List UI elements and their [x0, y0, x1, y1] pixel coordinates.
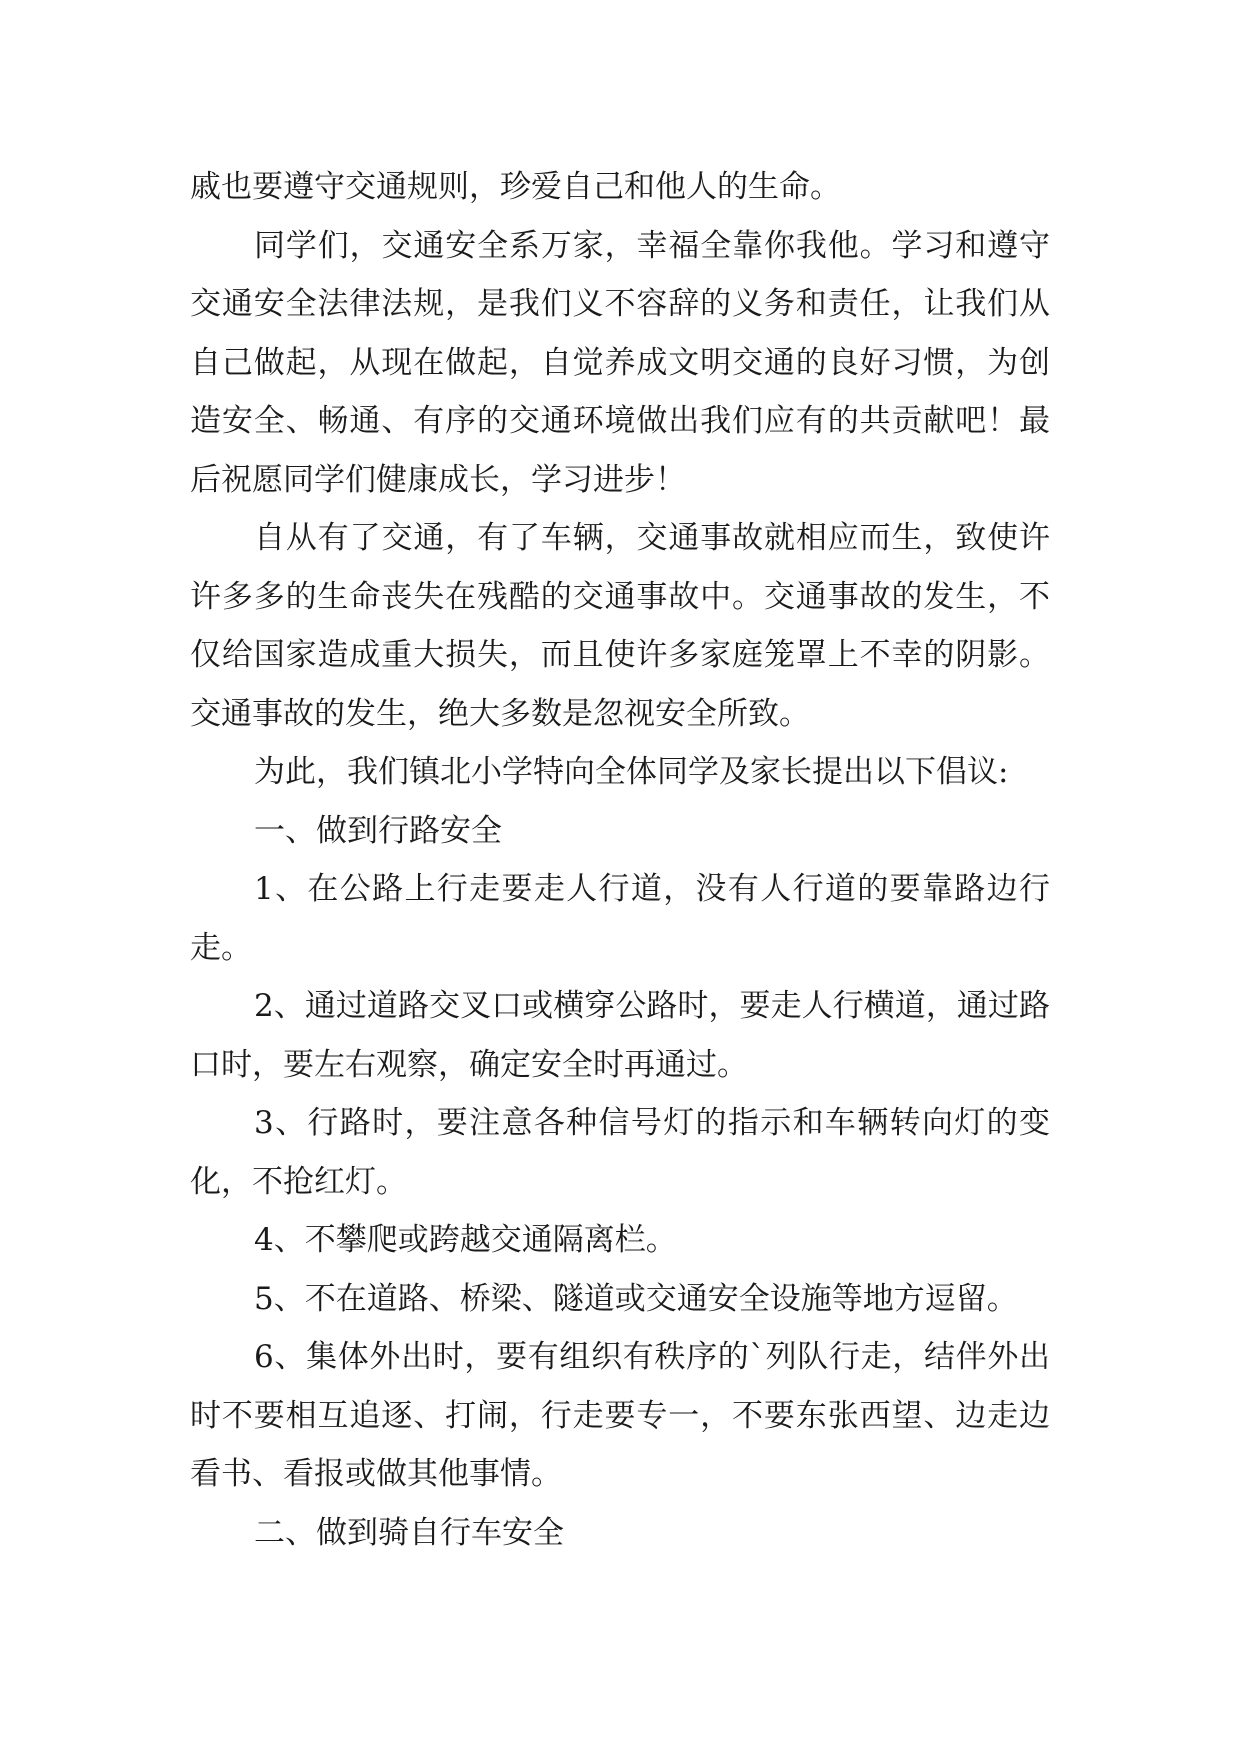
paragraph-continuation: 戚也要遵守交通规则，珍爱自己和他人的生命。: [190, 169, 841, 205]
section-heading-walking: 一、做到行路安全: [254, 812, 502, 849]
list-item-6: 6、集体外出时，要有组织有秩序的`列队行走，结伴外出时不要相互追逐、打闹，行走要专一，不要东张西望、边走边看书、看报或做其他事情。: [190, 1339, 1050, 1492]
list-item-3: 3、行路时，要注意各种信号灯的指示和车辆转向灯的变化，不抢红灯。: [190, 1105, 1050, 1200]
list-item-4: 4、不攀爬或跨越交通隔离栏。: [254, 1222, 677, 1258]
list-item-5: 5、不在道路、桥梁、隧道或交通安全设施等地方逗留。: [254, 1280, 1018, 1317]
paragraph-accidents: 自从有了交通，有了车辆，交通事故就相应而生，致使许许多多的生命丧失在残酷的交通事故中。交通事故的发生，不仅给国家造成重大损失，而且使许多家庭笼罩上不幸的阴影。交通事故的发生，绝大多数是忽视安全所致。: [190, 520, 1050, 732]
paragraph-appeal: 同学们，交通安全系万家，幸福全靠你我他。学习和遵守交通安全法律法规，是我们义不容辞的义务和责任，让我们从自己做起，从现在做起，自觉养成文明交通的良好习惯，为创造安全、畅通、有序的交通环境做出我们应有的共贡献吧！最后祝愿同学们健康成长，学习进步！: [190, 227, 1050, 498]
document-body: [190, 158, 1050, 1562]
section-heading-cycling: 二、做到骑自行车安全: [254, 1514, 564, 1551]
paragraph-proposal-intro: 为此，我们镇北小学特向全体同学及家长提出以下倡议:: [254, 754, 1009, 790]
list-item-1: 1、在公路上行走要走人行道，没有人行道的要靠路边行走。: [190, 871, 1050, 966]
list-item-2: 2、通过道路交叉口或横穿公路时，要走人行横道，通过路口时，要左右观察，确定安全时再通过。: [190, 988, 1050, 1083]
